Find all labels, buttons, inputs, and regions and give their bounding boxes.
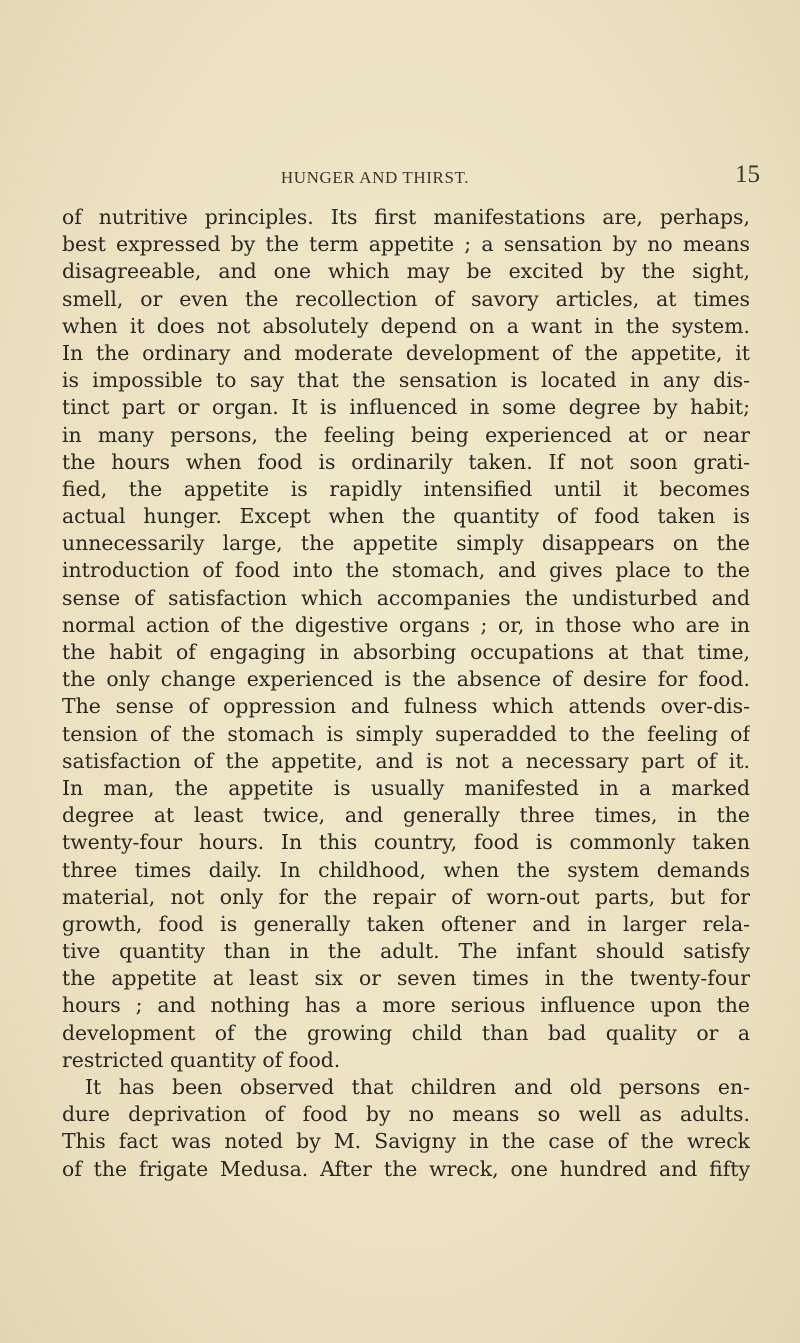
text-line: disagreeable, and one which may be excited by the sight, <box>62 259 750 284</box>
text-line: sense of satisfaction which accompanies the undisturbed and <box>62 585 750 610</box>
text-line: development of the growing child than bad quality or a <box>62 1020 750 1045</box>
text-line: of nutritive principles. Its first manifestations are, perhaps, <box>62 205 750 229</box>
text-line: In man, the appetite is usually manifested in a marked <box>62 775 750 800</box>
text-line: material, not only for the repair of worn-out parts, but for <box>62 884 750 909</box>
text-line: the hours when food is ordinarily taken. If not soon grati- <box>62 449 750 474</box>
running-head <box>0 161 800 191</box>
text-line: unnecessarily large, the appetite simply disappears on the <box>62 531 750 556</box>
text-line: satisfaction of the appetite, and is not a necessary part of it. <box>62 748 750 773</box>
text-line: in many persons, the feeling being experienced at or near <box>62 422 750 447</box>
text-line: normal action of the digestive organs ; or, in those who are in <box>62 612 750 637</box>
paragraph-last-line: restricted quantity of food. <box>62 1047 341 1072</box>
text-line: tive quantity than in the adult. The infant should satisfy <box>62 939 750 964</box>
text-line: the habit of engaging in absorbing occupations at that time, <box>62 640 750 664</box>
text-line: The sense of oppression and fulness which attends over-dis- <box>62 694 750 719</box>
text-line: hours ; and nothing has a more serious influence upon the <box>62 993 750 1018</box>
text-line: best expressed by the term appetite ; a sensation by no means <box>62 232 750 257</box>
text-line: when it does not absolutely depend on a want in the system. <box>62 313 750 338</box>
running-title: HUNGER AND THIRST. <box>280 168 470 187</box>
text-line: of the frigate Medusa. After the wreck, one hundred and fifty <box>62 1156 750 1181</box>
text-line: twenty-four hours. In this country, food is commonly taken <box>62 830 750 855</box>
text-line: growth, food is generally taken oftener and in larger rela- <box>62 911 750 936</box>
text-line: smell, or even the recollection of savory articles, at times <box>62 286 750 311</box>
page-number: 15 <box>735 161 760 188</box>
text-line: actual hunger. Except when the quantity of food taken is <box>62 504 750 529</box>
text-line: tinct part or organ. It is influenced in some degree by habit; <box>62 395 750 420</box>
text-line: the appetite at least six or seven times in the twenty-four <box>62 966 750 991</box>
body-text <box>62 204 750 1183</box>
text-line: three times daily. In childhood, when the system demands <box>62 857 750 882</box>
text-line: dure deprivation of food by no means so well as adults. <box>62 1102 750 1127</box>
text-line: the only change experienced is the absence of desire for food. <box>62 667 750 692</box>
text-line: is impossible to say that the sensation is located in any dis- <box>62 368 750 393</box>
text-line: This fact was noted by M. Savigny in the case of the wreck <box>62 1129 750 1154</box>
text-line: In the ordinary and moderate development of the appetite, it <box>62 340 750 365</box>
paragraph-first-line: It has been observed that children and old persons en- <box>85 1075 750 1099</box>
text-line: introduction of food into the stomach, and gives place to the <box>62 558 750 583</box>
text-line: fied, the appetite is rapidly intensified until it becomes <box>62 476 750 501</box>
text-line: tension of the stomach is simply superadded to the feeling of <box>62 721 750 746</box>
text-line: degree at least twice, and generally three times, in the <box>62 803 750 828</box>
